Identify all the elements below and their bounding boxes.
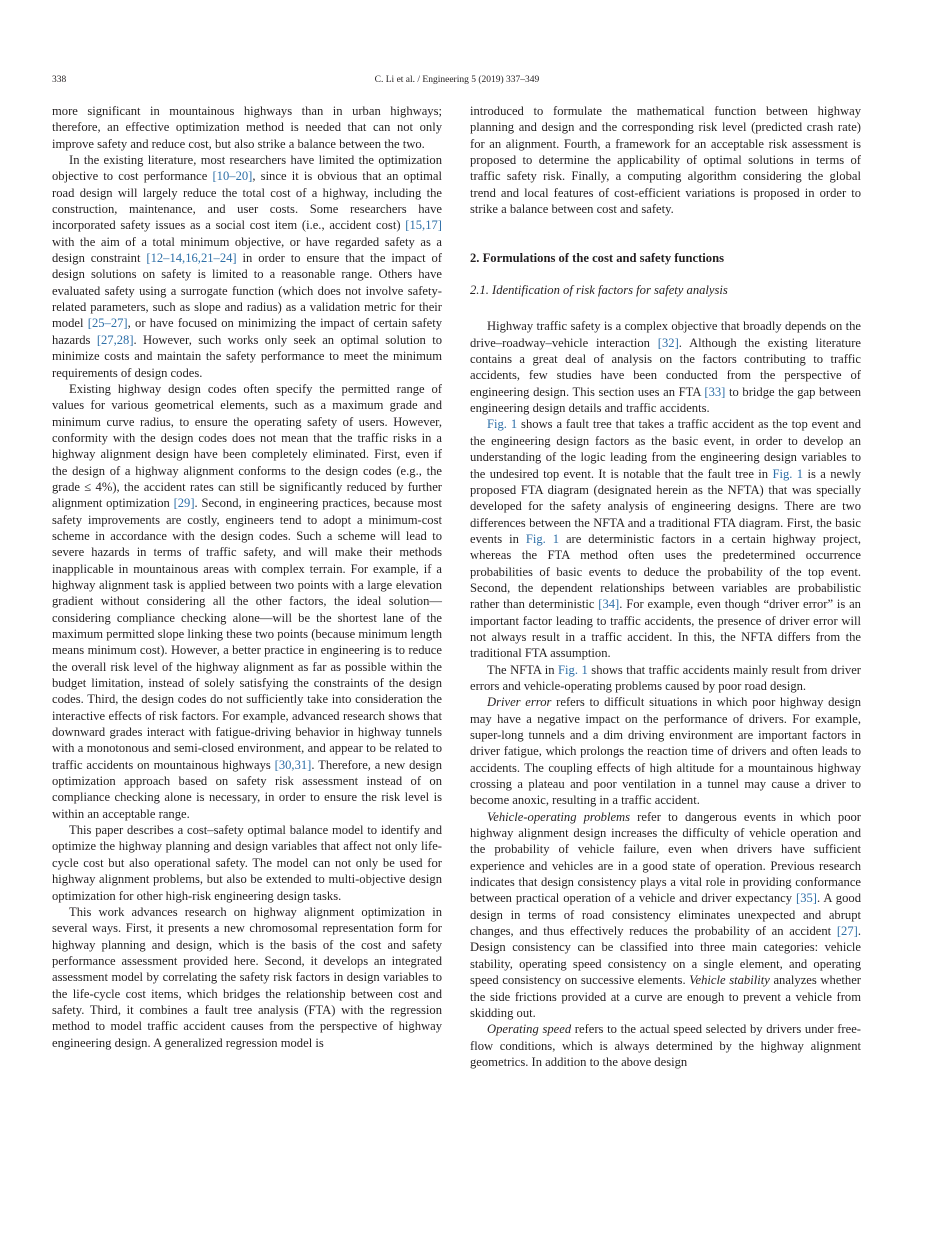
paragraph: This work advances research on highway alignment optimization in several ways. First, it presents a new chromosomal representation form for highway planning and design, which is the basis of the cost and safety performance assessment provided here. Second, it develops an integrated assessment model by correlating the safety risk factors in design variables to the life-cycle cost items, which bridges the relationship between cost and safety. Third, it combines a fault tree analysis (FTA) with the regression method to model traffic accident causes from the perspective of highway engineering design. A generalized regression model is	[52, 904, 442, 1050]
paragraph: Existing highway design codes often specify the permitted range of values for various geometrical elements, such as a maximum grade and minimum curve radius, to ensure the operating safety of users. However, conformity with the design codes does not mean that the traffic risks in a highway alignment design have been completely eliminated. First, even if the design of a highway alignment conforms to the design codes (e.g., the grade ≤ 4%), the accident rates can still be significantly reduced by further alignment optimization [29]. Second, in engineering practices, because most safety improvements are costly, engineers tend to adopt a minimum-cost scheme in accordance with the design codes. Such a scheme will lead to severe hazards in terms of traffic safety, and will make their methods inapplicable in mountainous areas with complex terrain. For example, if a highway alignment task is applied between two points with a large elevation gradient without considering all the other factors, the ideal solution—considering compliance checking alone—will be the shortest lane of the maximum permitted slope linking these two points (because minimum length means minimum cost). However, a better practice in engineering is to reduce the overall risk level of the highway alignment as far as possible within the budget limitation, instead of solely satisfying the constraints of the design codes. Third, the design codes do not sufficiently take into consideration the interactive effects of risk factors. For example, advanced research shows that downward grades interact with fatigue-driving behavior in highway tunnels with a monotonous and semi-closed environment, and appear to be related to traffic accidents on mountainous highways [30,31]. Therefore, a new design optimization approach based on safety risk assessment instead of on compliance checking alone is necessary, in order to ensure the risk level is within an acceptable range.	[52, 381, 442, 821]
paragraph: introduced to formulate the mathematical function between highway planning and design and the corresponding risk level (predicted crash rate) for an alignment. Fourth, a framework for an acceptable risk assessment is proposed to determine the applicability of optimal solutions in terms of traffic safety risk. Finally, a computing algorithm considering the global trend and local features of cost-efficient variations is proposed in order to strike a balance between cost and safety.	[470, 104, 861, 217]
citation-link[interactable]: [32]	[657, 335, 679, 350]
figure-link[interactable]: Fig. 1	[558, 662, 588, 677]
paragraph: Highway traffic safety is a complex objective that broadly depends on the drive–roadway–vehicle interaction [32]. Although the existing literature contains a great deal of analysis on the factors contributing to traffic accidents, few studies have been conducted from the perspective of engineering design. This section uses an FTA [33] to bridge the gap between engineering design details and traffic accidents.	[470, 319, 861, 416]
paragraph: Driver error refers to difficult situations in which poor highway design may have a negative impact on the performance of drivers. For example, super-long tunnels and a dim driving environment are important factors in driver fatigue, which prolongs the reaction time of drivers and often leads to accidents. The coupling effects of high altitude for a mountainous highway crossing a plateau and poor ventilation in a tunnel may cause a driver to become anoxic, resulting in a traffic accident.	[470, 695, 861, 808]
italic-term: Driver error	[487, 695, 552, 710]
citation-link[interactable]: [34]	[598, 597, 620, 612]
section-heading: 2. Formulations of the cost and safety functions	[470, 251, 724, 266]
italic-term: Vehicle stability	[689, 973, 770, 988]
paragraph: Fig. 1 shows a fault tree that takes a traffic accident as the top event and the engineering design factors as the basic event, in order to develop an understanding of the logic leading from the engineering design variables to the undesired top event. It is notable that the fault tree in Fig. 1 is a newly proposed FTA diagram (designated herein as the NFTA) that was specially developed for the safety analysis of engineering designs. There are two differences between the NFTA and a traditional FTA diagram. First, the basic events in Fig. 1 are deterministic factors in a certain highway project, whereas the FTA method often uses the predetermined occurrence probabilities of basic events to deduce the probability of the top event. Second, the dependent relationships between variables are probabilistic rather than deterministic [34]. For example, even though “driver error” is an important factor leading to traffic accidents, the presence of driver error will not always result in a traffic accident. In this, the NFTA differs from the traditional FTA assumption.	[470, 417, 861, 661]
running-header	[52, 73, 862, 87]
citation-link[interactable]: [29]	[173, 496, 195, 511]
citation-link[interactable]: [33]	[704, 384, 726, 399]
citation-link[interactable]: [35]	[796, 891, 817, 906]
right-column	[470, 103, 861, 1070]
page-number: 338	[52, 75, 67, 85]
citation-link[interactable]: [12–14,16,21–24]	[146, 251, 237, 266]
subsection-heading: 2.1. Identification of risk factors for safety analysis	[470, 283, 728, 298]
citation-link[interactable]: [27]	[836, 924, 858, 939]
left-column	[52, 103, 442, 1051]
italic-term: Operating speed	[487, 1022, 572, 1037]
citation-link[interactable]: [27,28]	[96, 332, 134, 347]
italic-term: Vehicle-operating problems	[487, 809, 631, 824]
figure-link[interactable]: Fig. 1	[772, 466, 804, 481]
citation-link[interactable]: [15,17]	[405, 218, 442, 233]
paragraph: Vehicle-operating problems refer to dangerous events in which poor highway alignment design increases the difficulty of vehicle operation and the probability of vehicle failure, even when drivers have sufficient experience and vehicles are in a good state of operation. Previous research indicates that design consistency plays a vital role in providing conformance between practical operation of a vehicle and driver expectancy [35]. A good design in terms of road consistency eliminates unexpected and abrupt changes, and thus effectively reduces the probability of an accident [27]. Design consistency can be classified into three main categories: vehicle stability, operating speed consistency on a single element, and operating speed consistency on successive elements. Vehicle stability analyzes whether the side frictions provided at a curve are enough to prevent a vehicle from skidding out.	[470, 809, 862, 1020]
paragraph: This paper describes a cost–safety optimal balance model to identify and optimize the highway planning and design variables that affect not only life-cycle cost but also operational safety. The model can not only be used for highway alignment problems, but also be extended to multi-objective design optimization for other high-risk engineering design tasks.	[52, 823, 442, 903]
citation-link[interactable]: [25–27]	[87, 316, 128, 331]
paragraph: more significant in mountainous highways than in urban highways; therefore, an effective optimization method is needed that can not only improve safety and reduce cost, but also strike a balance between the two.	[52, 104, 442, 151]
paragraph: The NFTA in Fig. 1 shows that traffic accidents mainly result from driver errors and vehicle-operating problems caused by poor road design.	[470, 662, 861, 693]
figure-link[interactable]: Fig. 1	[487, 417, 518, 432]
citation-link[interactable]: [30,31]	[274, 757, 312, 772]
citation-link[interactable]: [10–20]	[212, 169, 253, 184]
paragraph: In the existing literature, most researchers have limited the optimization objective to cost performance [10–20], since it is obvious that an optimal road design will largely reduce the total cost of a highway, including the construction, maintenance, and user costs. Some researchers have incorporated safety issues as a social cost item (i.e., accident cost) [15,17] with the aim of a total minimum objective, or have regarded safety as a design constraint [12–14,16,21–24] in order to ensure that the impact of design solutions on safety is limited to a reasonable range. Others have evaluated safety using a surrogate function (which does not involve safety-related parameters, such as slope and radius) as a validation metric for their model [25–27], or have focused on minimizing the impact of certain safety hazards [27,28]. However, such works only seek an optimal solution to minimize costs and maintain the safety performance to meet the minimum requirements of design codes.	[52, 153, 442, 380]
figure-link[interactable]: Fig. 1	[525, 531, 560, 546]
journal-citation: C. Li et al. / Engineering 5 (2019) 337–349	[374, 75, 540, 85]
paragraph: Operating speed refers to the actual speed selected by drivers under free-flow conditions, which is always determined by the highway alignment geometrics. In addition to the above design	[470, 1022, 862, 1069]
